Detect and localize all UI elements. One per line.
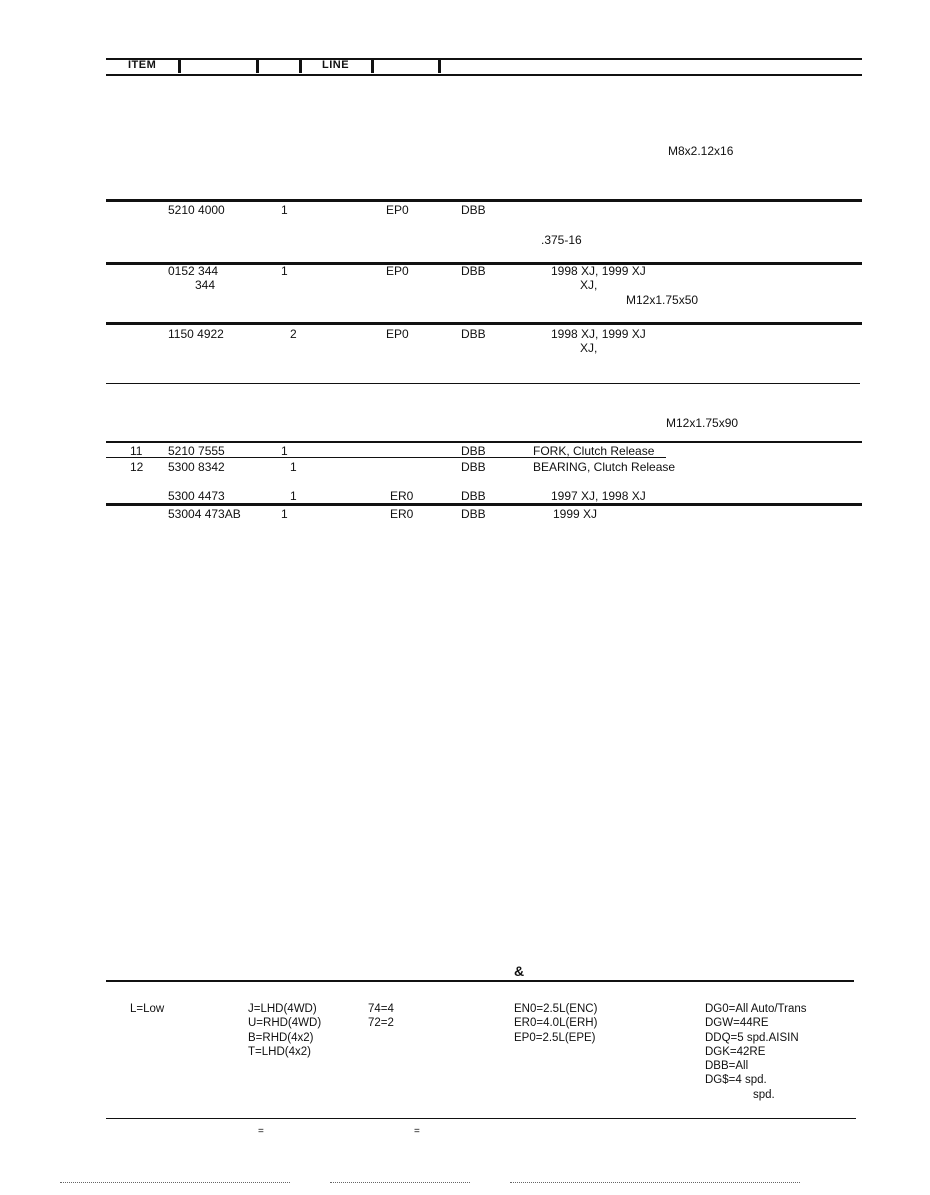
item-column-header: ITEM [128,59,157,71]
legend-entry: DG0=All Auto/Trans [705,1003,807,1015]
part-number: 1150 4922 [168,327,224,341]
quantity: 1 [281,264,288,278]
engine-code: EP0 [386,203,409,217]
legend-entry: ER0=4.0L(ERH) [514,1017,598,1029]
row-divider [106,503,862,506]
legend-entry: DBB=All [705,1060,749,1072]
quantity: 1 [290,460,297,474]
scan-artifact [510,1182,800,1184]
quantity: 1 [281,203,288,217]
spec-text: M12x1.75x90 [666,416,739,430]
engine-code: ER0 [390,489,414,503]
header-divider [178,60,181,73]
part-description: FORK, Clutch Release [533,444,655,458]
footer-mark: = [258,1126,264,1137]
legend-entry: DGW=44RE [705,1017,769,1029]
row-divider [106,199,862,202]
part-number: 53004 473AB [168,507,241,521]
legend-entry: EN0=2.5L(ENC) [514,1003,598,1015]
legend-entry: DDQ=5 spd.AISIN [705,1032,799,1044]
legend-bottom-rule [106,1118,856,1119]
transmission-code: DBB [461,460,486,474]
row-divider [106,457,666,458]
legend-entry: U=RHD(4WD) [248,1017,322,1029]
row-divider [106,441,862,443]
legend-entry: DG$=4 spd. [705,1074,767,1086]
model-years-sub: XJ, [580,341,598,355]
line-column-header: LINE [322,59,350,71]
legend-entry: spd. [753,1089,775,1101]
model-years: 1998 XJ, 1999 XJ [551,264,646,278]
footer-mark: = [414,1126,420,1137]
legend-entry: EP0=2.5L(EPE) [514,1032,596,1044]
transmission-code: DBB [461,327,486,341]
section-divider [106,383,860,384]
header-divider [299,60,302,73]
part-number: 5210 7555 [168,444,225,458]
model-years: 1999 XJ [553,507,598,521]
legend-entry: L=Low [130,1003,165,1015]
legend-heading: & [514,963,525,979]
spec-text: M12x1.75x50 [626,293,699,307]
transmission-code: DBB [461,507,486,521]
engine-code: EP0 [386,327,409,341]
quantity: 1 [290,489,297,503]
legend-entry: 72=2 [368,1017,394,1029]
engine-code: ER0 [390,507,414,521]
legend-entry: T=LHD(4x2) [248,1046,311,1058]
quantity: 1 [281,507,288,521]
legend-entry: DGK=42RE [705,1046,766,1058]
item-number: 12 [130,460,144,474]
spec-text: .375-16 [541,233,582,247]
engine-code: EP0 [386,264,409,278]
model-years: 1997 XJ, 1998 XJ [551,489,646,503]
part-number: 5300 8342 [168,460,225,474]
legend-entry: J=LHD(4WD) [248,1003,317,1015]
part-number: 0152 344 [168,264,219,278]
transmission-code: DBB [461,489,486,503]
scan-artifact [330,1182,470,1184]
part-description: BEARING, Clutch Release [533,460,676,474]
row-divider [106,322,862,325]
header-divider [438,60,441,73]
spec-text: M8x2.12x16 [668,144,734,158]
header-divider [256,60,259,73]
part-number: 5300 4473 [168,489,225,503]
item-number: 11 [130,444,143,458]
legend-entry: B=RHD(4x2) [248,1032,314,1044]
part-suffix: 344 [195,278,216,292]
quantity: 2 [290,327,297,341]
legend-top-rule [106,980,854,982]
transmission-code: DBB [461,203,486,217]
legend-entry: 74=4 [368,1003,394,1015]
table-header-bar [106,58,862,76]
header-divider [371,60,374,73]
transmission-code: DBB [461,264,486,278]
part-number: 5210 4000 [168,203,225,217]
transmission-code: DBB [461,444,486,458]
scan-artifact [60,1182,290,1184]
model-years-sub: XJ, [580,278,598,292]
model-years: 1998 XJ, 1999 XJ [551,327,646,341]
quantity: 1 [281,444,288,458]
